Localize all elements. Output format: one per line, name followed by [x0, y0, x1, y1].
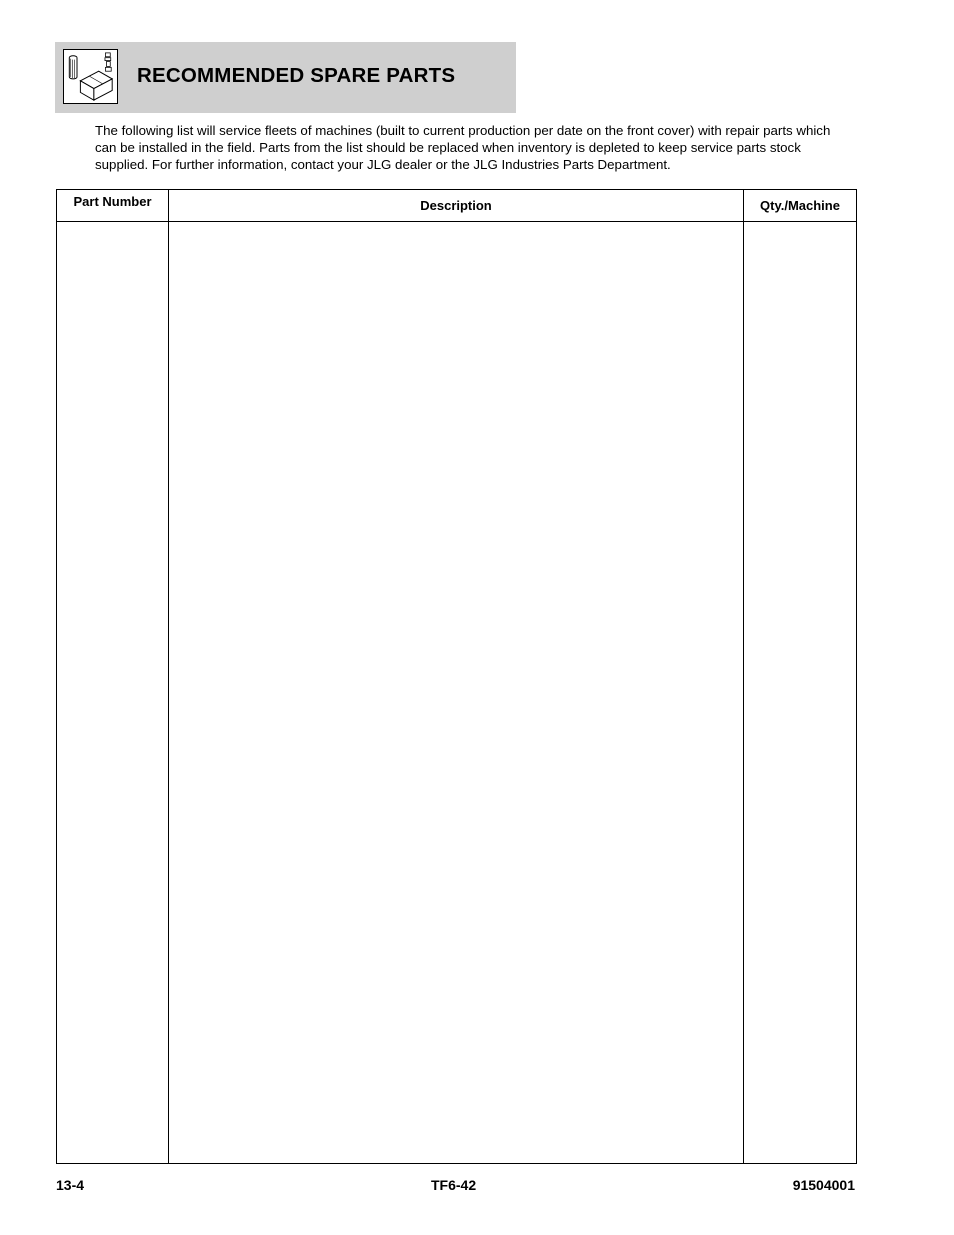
- footer-document-number: 91504001: [792, 1177, 855, 1193]
- table-header-row: [57, 190, 857, 222]
- footer-page-number: 13-4: [56, 1177, 85, 1193]
- table-body-row: [57, 222, 857, 1164]
- qty-machine-cell: [744, 222, 857, 1164]
- column-header-qty-machine: Qty./Machine: [744, 190, 857, 222]
- spare-parts-table: [56, 189, 857, 1164]
- spare-parts-icon: [63, 49, 118, 104]
- footer-model: TF6-42: [431, 1177, 477, 1193]
- column-header-description: Description: [169, 190, 744, 222]
- header-band: [55, 42, 516, 113]
- intro-paragraph: The following list will service fleets of machines (built to current production per date on the front cover) with repair parts which can be installed in the field. Parts from the list should be replaced when inventory is depleted to keep service parts stock supplied. For further information, contact your JLG dealer or the JLG Industries Parts Department.: [95, 123, 831, 172]
- description-cell: [169, 222, 744, 1164]
- column-header-part-number: Part Number: [57, 190, 169, 222]
- part-number-cell: [57, 222, 169, 1164]
- page-title: RECOMMENDED SPARE PARTS: [137, 64, 456, 87]
